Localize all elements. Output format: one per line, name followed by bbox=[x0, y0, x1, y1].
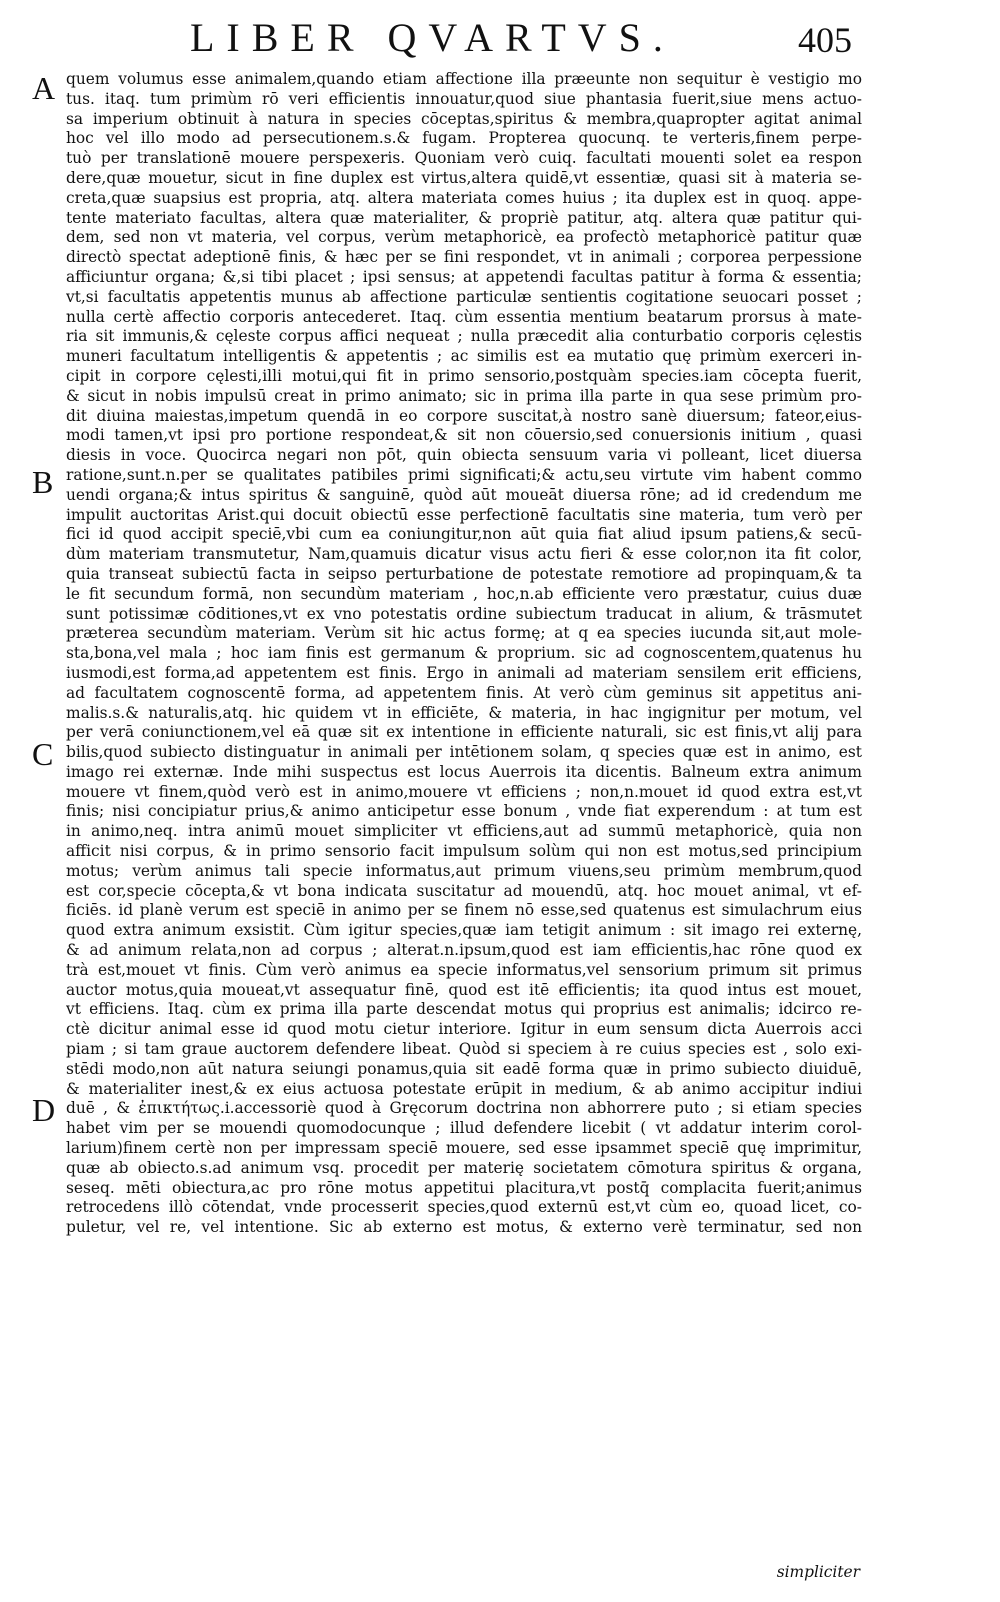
margin-marker-a: A bbox=[32, 70, 56, 106]
text-line: finis; nisi concipiatur prius,& animo anticipetur esse bonum , vnde fiat experendum : at tum est bbox=[66, 802, 862, 821]
text-line: imago rei externæ. Inde mihi suspectus est locus Auerrois ita dicentis. Balneum extra animum bbox=[66, 762, 862, 781]
text-line: le fit secundum formā, non secundùm materiam , hoc,n.ab efficiente vero præstatur, cuius duæ bbox=[66, 584, 862, 603]
margin-marker-c: C bbox=[32, 736, 54, 772]
running-head bbox=[0, 14, 1000, 62]
text-line: præterea secundùm materiam. Verùm sit hic actus formę; at q ea species iucunda sit,aut mole- bbox=[66, 624, 862, 643]
page-number: 405 bbox=[798, 20, 852, 60]
text-line: & ad animum relata,non ad corpus ; alterat.n.ipsum,quod est iam efficientis,hac rōne quod ex bbox=[66, 941, 862, 960]
text-line: impulit auctoritas Arist.qui docuit obiectū esse perfectionē facultatis sine materia, tum verò per bbox=[66, 505, 862, 524]
text-line: nulla certè affectio corporis antecederet. Itaq. cùm essentia mentium beatarum prorsus à mate- bbox=[66, 307, 862, 326]
text-line: modi tamen,vt ipsi pro portione respondeat,& sit non cōuersio,sed conuersionis initium , quasi bbox=[66, 426, 862, 445]
text-line: vt efficiens. Itaq. cùm ex prima illa parte descendat motus qui proprius est animalis; idcirco re- bbox=[66, 1000, 862, 1019]
text-line: ctè dicitur animal esse id quod motu cietur interiore. Igitur in eum sensum dicta Auerrois acci bbox=[66, 1020, 862, 1039]
text-line: auctor motus,quia moueat,vt assequatur finē, quod est itē efficientis; ita quod intus est mouet, bbox=[66, 980, 862, 999]
text-line: per verā coniunctionem,vel eā quæ sit ex intentione in efficiente naturali, sic est finis,vt alij para bbox=[66, 723, 862, 742]
text-line: fici id quod accipit speciē,vbi cum ea coniungitur,non aūt quia fiat aliud ipsum patiens,& secū- bbox=[66, 525, 862, 544]
text-line: & materialiter inest,& ex eius actuosa potestate erūpit in medium, & ab animo accipitur indiui bbox=[66, 1079, 862, 1098]
text-line: trà est,mouet vt finis. Cùm verò animus ea specie informatus,vel sensorium primum sit primus bbox=[66, 960, 862, 979]
text-line: dùm materiam transmutetur, Nam,quamuis dicatur visus actu fieri & esse color,non ita fit color, bbox=[66, 545, 862, 564]
text-line: ria sit immunis,& cęleste corpus affici nequeat ; nulla præcedit alia conturbatio corporis cęlestis bbox=[66, 327, 862, 346]
catchword: simpliciter bbox=[776, 1563, 860, 1581]
text-line: tuò per translationē mouere perspexeris. Quoniam verò cuiq. facultati mouenti solet ea respon bbox=[66, 149, 862, 168]
text-line: stēdi modo,non aūt natura seiungi ponamus,quia sit eadē forma quæ in primo subiecto diuiduē, bbox=[66, 1059, 862, 1078]
text-line: afficiuntur organa; &,si tibi placet ; ipsi sensus; at appetendi facultas patitur à forma & essentia; bbox=[66, 267, 862, 286]
text-line: larium)finem certè non per impressam speciē mouere, sed esse ipsammet speciē quę imprimitur, bbox=[66, 1139, 862, 1158]
text-line: ficiēs. id planè verum est speciē in animo per se finem nō esse,sed quatenus est simulachrum eius bbox=[66, 901, 862, 920]
text-line: motus; verùm animus tali specie informatus,aut primum viuens,seu primùm membrum,quod bbox=[66, 861, 862, 880]
text-line: cipit in corpore cęlesti,illi motui,qui fit in primo sensorio,postquàm species.iam cōcepta fuerit, bbox=[66, 366, 862, 385]
text-line: piam ; si tam graue auctorem defendere libeat. Quòd si speciem à re cuius species est , solo exi- bbox=[66, 1040, 862, 1059]
text-line: sta,bona,vel mala ; hoc iam finis est germanum & proprium. sic ad cognoscentem,quatenus hu bbox=[66, 644, 862, 663]
text-line: directò spectat adeptionē finis, & hæc per se fini respondet, vt in animali ; corporea perpessione bbox=[66, 248, 862, 267]
text-line: vt,si facultatis appetentis munus ab affectione particulæ sentientis cogitatione seuocari posset ; bbox=[66, 287, 862, 306]
text-line: seseq. mēti obiectura,ac pro rōne motus appetitui placitura,vt postq̄ complacita fuerit;animus bbox=[66, 1178, 862, 1197]
running-title: LIBER QVARTVS. bbox=[190, 15, 675, 60]
text-line: quia transeat subiectū facta in seipso perturbatione de potestate remotiore ad propinquam,& ta bbox=[66, 564, 862, 583]
text-line: in animo,neq. intra animū mouet simpliciter vt efficiens,aut ad summū metaphoricè, quia non bbox=[66, 822, 862, 841]
text-line: quem volumus esse animalem,quando etiam affectione illa præeunte non sequitur è vestigio mo bbox=[66, 70, 862, 88]
text-line: est cor,specie cōcepta,& vt bona indicata suscitatur ad mouendū, atq. hoc mouet animal, vt ef- bbox=[66, 881, 862, 900]
text-line: tente materiato facultas, altera quæ materialiter, & propriè patitur, atq. altera quæ patitur qui- bbox=[66, 208, 862, 227]
text-line: dere,quæ mouetur, sicut in fine duplex est virtus,altera quidē,vt essentiæ, quasi sit à materia se- bbox=[66, 168, 862, 187]
text-line: muneri facultatum intelligentis & appetentis ; ac similis est ea mutatio quę primùm exerceri in- bbox=[66, 347, 862, 366]
text-line: afficit nisi corpus, & in primo sensorio facit impulsum solùm qui non est motus,sed principium bbox=[66, 842, 862, 861]
text-line: dit diuina maiestas,impetum quendā in eo corpore suscitat,à nostro sanè diuersum; fateor,eius- bbox=[66, 406, 862, 425]
text-line: dem, sed non vt materia, vel corpus, verùm metaphoricè, ea profectò metaphoricè patitur quæ bbox=[66, 228, 862, 247]
text-line: quod extra animum exsistit. Cùm igitur species,quæ iam tetigit animum : sit imago rei externę, bbox=[66, 921, 862, 940]
margin-marker-d: D bbox=[32, 1092, 56, 1128]
text-line: uendi organa;& intus spiritus & sanguinē, quòd aūt moueāt diuersa rōne; ad id credendum me bbox=[66, 485, 862, 504]
text-line: diesis in voce. Quocirca negari non pōt, quin obiecta sensuum varia vi polleant, licet diuersa bbox=[66, 446, 862, 465]
text-line: bilis,quod subiecto distinguatur in animali per intētionem solam, q species quæ est in animo, est bbox=[66, 743, 862, 762]
text-line: retrocedens illò cōtendat, vnde processerit species,quod externū est,vt cùm eo, quoad licet, co- bbox=[66, 1198, 862, 1217]
text-line: hoc vel illo modo ad persecutionem.s.& fugam. Propterea quocunq. te verteris,finem perpe- bbox=[66, 129, 862, 148]
body-text bbox=[66, 70, 862, 1238]
text-line: sa imperium obtinuit à natura in species cōceptas,spiritus & membra,quapropter agitat animal bbox=[66, 109, 862, 128]
margin-marker-b: B bbox=[32, 464, 54, 500]
text-line: quæ ab obiecto.s.ad animum vsq. procedit per materię societatem cōmotura spiritus & organa, bbox=[66, 1158, 862, 1177]
text-line: tus. itaq. tum primùm rō veri efficientis innouatur,quod siue phantasia fuerit,siue mens actuo- bbox=[66, 89, 862, 108]
text-line: ad facultatem cognoscentē forma, ad appetentem finis. At verò cùm geminus sit appetitus ani- bbox=[66, 683, 862, 702]
text-line: habet vim per se mouendi quomodocunque ; illud defendere licebit ( vt addatur interim corol- bbox=[66, 1119, 862, 1138]
text-line: duē , & ἐπικτήτως.i.accessoriè quod à Gręcorum doctrina non abhorrere puto ; si etiam species bbox=[66, 1099, 862, 1118]
text-line: malis.s.& naturalis,atq. hic quidem vt in efficiēte, & materia, in hac ingignitur per motum, vel bbox=[66, 703, 862, 722]
text-line: & sicut in nobis impulsū creat in primo animato; sic in prima illa parte in qua sese primùm pro- bbox=[66, 386, 862, 405]
text-line: iusmodi,est forma,ad appetentem est finis. Ergo in animali ad materiam sensilem erit efficiens, bbox=[66, 663, 862, 682]
text-line: creta,quæ suapsius est propria, atq. altera materiata comes huius ; ita duplex est in quoq. appe- bbox=[66, 188, 862, 207]
text-line: puletur, vel re, vel intentione. Sic ab externo est motus, & externo verè terminatur, sed non bbox=[66, 1218, 862, 1237]
text-line: sunt potissimæ cōditiones,vt ex vno potestatis ordine subiectum traducat in alium, & trāsmutet bbox=[66, 604, 862, 623]
text-line: ratione,sunt.n.per se qualitates patibiles primi significati;& actu,seu virtute vim habent commo bbox=[66, 465, 862, 484]
text-line: mouere vt finem,quòd verò est in animo,mouere vt efficiens ; non,n.mouet id quod extra est,vt bbox=[66, 782, 862, 801]
